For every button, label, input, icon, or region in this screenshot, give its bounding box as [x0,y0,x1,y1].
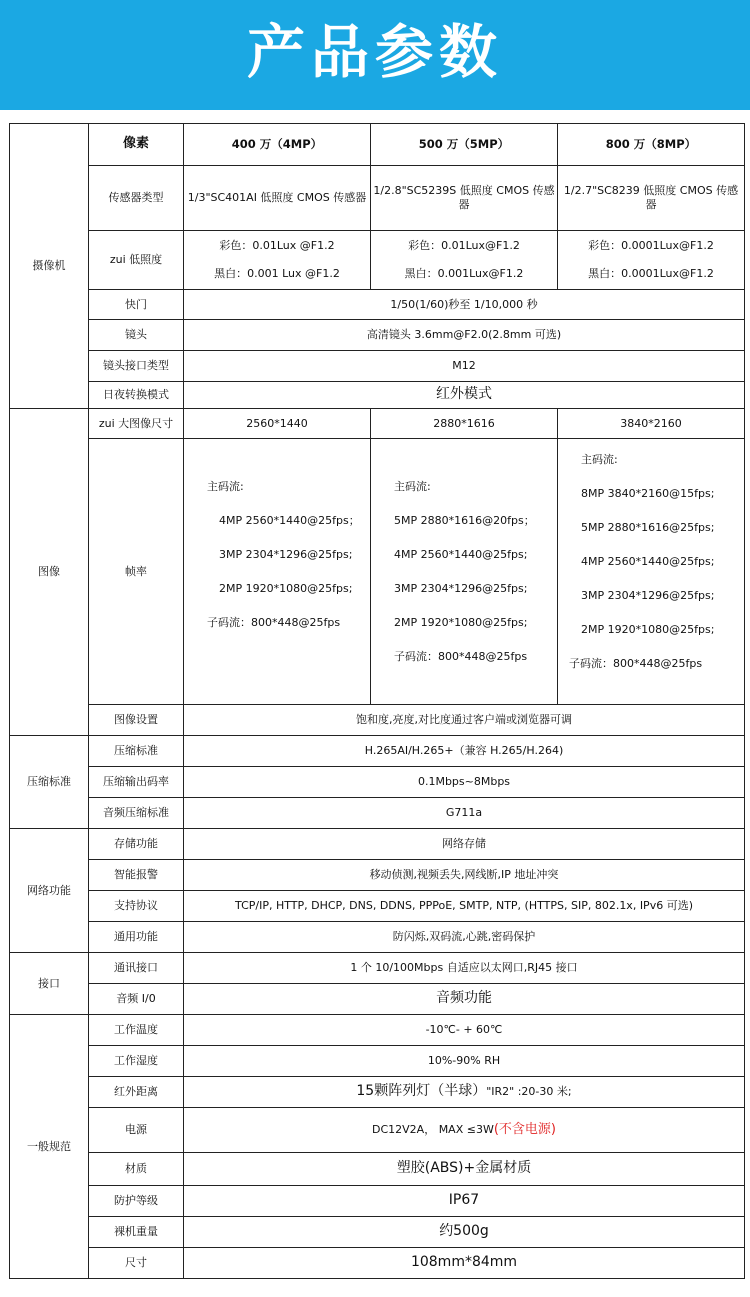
table-row [10,166,745,231]
row-label: 通用功能 [89,922,184,953]
section-interface: 接口 [10,953,89,1015]
table-row [10,798,745,829]
fps-8mp [558,439,745,705]
table-row [10,351,745,382]
comm-interface-value: 1 个 10/100Mbps 自适应以太网口,RJ45 接口 [184,953,745,984]
alarm-value: 移动侦测,视频丢失,网线断,IP 地址冲突 [184,860,745,891]
fps-line: 4MP 2560*1440@25fps; [394,548,528,561]
lens-value: 高清镜头 3.6mm@F2.0(2.8mm 可选) [184,320,745,351]
lux-4mp [184,231,371,290]
power-value [184,1108,745,1153]
page-title: 产品参数 [246,18,503,86]
row-label: 工作湿度 [89,1046,184,1077]
storage-value: 网络存储 [184,829,745,860]
fps-line: 2MP 1920*1080@25fps; [581,623,715,636]
temperature-value: -10℃- + 60℃ [184,1015,745,1046]
row-label: 音频压缩标准 [89,798,184,829]
row-label: 压缩输出码率 [89,767,184,798]
material-value: 塑胶(ABS)+金属材质 [184,1153,745,1186]
table-row [10,1153,745,1186]
row-label: 传感器类型 [89,166,184,231]
row-label: 帧率 [89,439,184,705]
humidity-value: 10%-90% RH [184,1046,745,1077]
weight-value: 约500g [184,1217,745,1248]
header-col-8mp: 800 万（8MP） [558,124,745,166]
fps-line: 子码流：800*448@25fps [394,650,528,663]
lux-color-value: 彩色：0.01Lux@F1.2 [408,239,520,253]
lux-color-value: 彩色：0.0001Lux@F1.2 [588,239,714,253]
lux-bw-value: 黑白：0.001 Lux @F1.2 [214,267,340,280]
table-row [10,1046,745,1077]
audio-compression-value: G711a [184,798,745,829]
title-banner [0,0,750,110]
row-label: 电源 [89,1108,184,1153]
row-label: 裸机重量 [89,1217,184,1248]
table-row [10,439,745,705]
fps-line: 4MP 2560*1440@25fps； [219,514,360,527]
row-label: 镜头 [89,320,184,351]
table-row [10,829,745,860]
power-spec-text: DC12V2A， MAX ≤3W [372,1122,494,1136]
table-row [10,1248,745,1279]
fps-line: 主码流: [581,453,618,466]
sensor-4mp: 1/3"SC401AI 低照度 CMOS 传感器 [184,166,371,231]
settings-value: 饱和度,亮度,对比度通过客户端或浏览器可调 [184,705,745,736]
bitrate-value: 0.1Mbps~8Mbps [184,767,745,798]
fps-line: 5MP 2880*1616@20fps； [394,514,535,527]
section-image: 图像 [10,409,89,736]
row-label: 通讯接口 [89,953,184,984]
row-label: 压缩标准 [89,736,184,767]
row-label: 存储功能 [89,829,184,860]
fps-line: 主码流: [207,480,244,493]
row-label: 尺寸 [89,1248,184,1279]
table-row [10,409,745,439]
fps-line: 主码流: [394,480,431,493]
size-value: 108mm*84mm [184,1248,745,1279]
table-row [10,124,745,166]
table-row [10,922,745,953]
lux-bw-value: 黑白：0.001Lux@F1.2 [404,267,524,280]
table-row [10,1217,745,1248]
sensor-8mp: 1/2.7"SC8239 低照度 CMOS 传感器 [558,166,745,231]
table-row [10,1186,745,1217]
section-general: 一般规范 [10,1015,89,1279]
table-row [10,320,745,351]
table-row [10,1015,745,1046]
table-row [10,860,745,891]
table-row [10,736,745,767]
section-network: 网络功能 [10,829,89,953]
table-row [10,767,745,798]
row-label: 快门 [89,290,184,320]
section-camera: 摄像机 [10,124,89,409]
row-label: 红外距离 [89,1077,184,1108]
row-label: 防护等级 [89,1186,184,1217]
table-row [10,891,745,922]
table-row [10,984,745,1015]
row-label: 智能报警 [89,860,184,891]
table-row [10,231,745,290]
table-row [10,382,745,409]
lux-color-value: 彩色：0.01Lux @F1.2 [219,239,335,253]
table-row [10,1108,745,1153]
fps-4mp [184,439,371,705]
fps-line: 3MP 2304*1296@25fps; [581,589,715,602]
fps-line: 5MP 2880*1616@25fps; [581,521,715,534]
fps-line: 2MP 1920*1080@25fps; [394,616,528,629]
row-label: 材质 [89,1153,184,1186]
protection-value: IP67 [184,1186,745,1217]
table-row [10,953,745,984]
spec-table [9,123,745,1279]
maxsize-4mp: 2560*1440 [184,409,371,439]
compression-std-value: H.265AI/H.265+（兼容 H.265/H.264) [184,736,745,767]
audio-io-value: 音频功能 [184,984,745,1015]
fps-line: 3MP 2304*1296@25fps; [394,582,528,595]
daynight-value: 红外模式 [184,382,745,409]
header-col-5mp: 500 万（5MP） [371,124,558,166]
ir-distance-value [184,1077,745,1108]
row-label: zui 大图像尺寸 [89,409,184,439]
lux-bw-value: 黑白：0.0001Lux@F1.2 [588,267,714,280]
maxsize-5mp: 2880*1616 [371,409,558,439]
fps-line: 子码流：800*448@25fps [569,657,703,670]
fps-line: 8MP 3840*2160@15fps; [581,487,715,500]
row-label: 图像设置 [89,705,184,736]
fps-line: 子码流：800*448@25fps [207,616,341,629]
fps-line: 2MP 1920*1080@25fps; [219,582,353,595]
power-note-text: (不含电源) [493,1121,556,1137]
row-label: 镜头接口类型 [89,351,184,382]
row-label: 音频 I/0 [89,984,184,1015]
lux-5mp [371,231,558,290]
sensor-5mp: 1/2.8"SC5239S 低照度 CMOS 传感器 [371,166,558,231]
lux-8mp [558,231,745,290]
row-label: 日夜转换模式 [89,382,184,409]
table-row [10,290,745,320]
fps-line: 3MP 2304*1296@25fps; [219,548,353,561]
header-label: 像素 [89,124,184,166]
header-col-4mp: 400 万（4MP） [184,124,371,166]
mount-value: M12 [184,351,745,382]
table-row [10,705,745,736]
protocol-value: TCP/IP, HTTP, DHCP, DNS, DDNS, PPPoE, SMTP, NTP, (HTTPS, SIP, 802.1x, IPv6 可选) [184,891,745,922]
fps-5mp [371,439,558,705]
row-label: zui 低照度 [89,231,184,290]
ir-array-text: 15颗阵列灯（半球） [356,1083,487,1100]
section-compression: 压缩标准 [10,736,89,829]
fps-line: 4MP 2560*1440@25fps; [581,555,715,568]
ir-range-text: "IR2" :20-30 米; [486,1085,572,1099]
shutter-value: 1/50(1/60)秒至 1/10,000 秒 [184,290,745,320]
general-function-value: 防闪烁,双码流,心跳,密码保护 [184,922,745,953]
row-label: 工作温度 [89,1015,184,1046]
table-row [10,1077,745,1108]
maxsize-8mp: 3840*2160 [558,409,745,439]
row-label: 支持协议 [89,891,184,922]
